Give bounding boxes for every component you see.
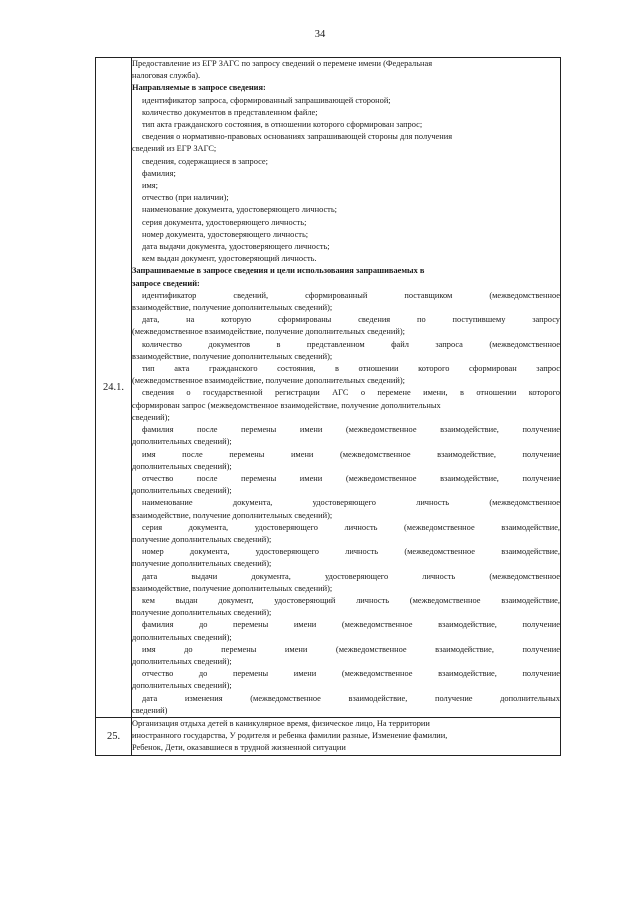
- response-field-text: сформирован запрос (межведомственное взаимодействие, получение дополнительных: [132, 400, 441, 410]
- row-number: 25.: [106, 730, 121, 742]
- response-field-text: дата выдачи документа, удостоверяющего личность (межведомственное: [142, 571, 560, 581]
- request-field-item: номер документа, удостоверяющего личность;: [142, 229, 309, 239]
- response-field-text: получение дополнительных сведений);: [132, 559, 272, 569]
- service-description: [132, 58, 560, 82]
- response-field-text: дополнительных сведений);: [132, 681, 232, 691]
- response-field-text: дополнительных сведений);: [132, 632, 232, 642]
- response-field-text: номер документа, удостоверяющего личность (межведомственное взаимодействие,: [142, 547, 560, 557]
- service-description-line: Предоставление из ЕГР ЗАГС по запросу сведений о перемене имени (Федеральная: [132, 59, 433, 68]
- request-field-item: сведения, содержащиеся в запросе;: [142, 156, 268, 166]
- response-field-text: тип акта гражданского состояния, в отношении которого сформирован запрос: [142, 364, 560, 374]
- response-field-text: фамилия после перемены имени (межведомственное взаимодействие, получение: [142, 425, 560, 435]
- response-field-text: сведения о государственной регистрации АГС о перемене имени, в отношении которого: [142, 388, 560, 398]
- request-fields-list: [132, 95, 560, 266]
- row-number-cell: [96, 58, 132, 718]
- response-field-item: [132, 644, 560, 668]
- request-field-item: фамилия;: [142, 168, 176, 178]
- response-field-item: [132, 497, 560, 521]
- response-field-text: отчество после перемены имени (межведомственное взаимодействие, получение: [142, 473, 560, 483]
- response-field-text: имя до перемены имени (межведомственное взаимодействие, получение: [142, 644, 560, 654]
- response-field-text: кем выдан документ, удостоверяющий личность (межведомственное взаимодействие,: [142, 595, 560, 605]
- response-section-heading: Запрашиваемые в запросе сведения и цели использования запрашиваемых в: [132, 266, 425, 276]
- response-field-item: [132, 449, 560, 473]
- response-field-text: фамилия до перемены имени (межведомственное взаимодействие, получение: [142, 620, 560, 630]
- response-field-item: [132, 546, 560, 570]
- request-field-item: наименование документа, удостоверяющего личность;: [142, 205, 337, 215]
- response-field-item: [132, 522, 560, 546]
- response-field-item: [132, 693, 560, 717]
- response-field-item: [132, 668, 560, 692]
- response-field-text: взаимодействие, получение дополнительных сведений);: [132, 510, 333, 520]
- response-field-text: дата изменения (межведомственное взаимодействие, получение дополнительных: [142, 693, 560, 703]
- response-field-text: отчество до перемены имени (межведомственное взаимодействие, получение: [142, 669, 560, 679]
- request-field-item: сведения о нормативно-правовых основаниях запрашивающей стороны для получения: [142, 132, 453, 142]
- response-field-text: взаимодействие, получение дополнительных сведений);: [132, 583, 333, 593]
- response-section-heading: запросе сведений:: [132, 278, 200, 288]
- response-field-text: сведений);: [132, 412, 170, 422]
- service-description-line: налоговая служба).: [132, 71, 201, 81]
- request-field-item: дата выдачи документа, удостоверяющего личность;: [142, 242, 330, 252]
- response-field-text: (межведомственное взаимодействие, получение дополнительных сведений);: [132, 376, 405, 386]
- response-field-item: [132, 387, 560, 424]
- response-field-text: дополнительных сведений);: [132, 656, 232, 666]
- response-field-text: идентификатор сведений, сформированный поставщиком (межведомственное: [142, 290, 560, 300]
- page-number: 34: [314, 29, 326, 40]
- response-field-item: [132, 314, 560, 338]
- request-field-item: тип акта гражданского состояния, в отношении которого сформирован запрос;: [142, 120, 423, 130]
- response-field-text: дата, на которую сформированы сведения по поступившему запросу: [142, 315, 560, 325]
- request-section-heading: Направляемые в запросе сведения:: [132, 83, 266, 93]
- response-field-text: взаимодействие, получение дополнительных сведений);: [132, 351, 333, 361]
- response-field-item: [132, 473, 560, 497]
- response-fields-list: [132, 290, 560, 717]
- row-number-cell: [96, 717, 132, 755]
- request-field-item: кем выдан документ, удостоверяющий личность.: [142, 254, 317, 264]
- response-field-item: [132, 595, 560, 619]
- table-row-25: [96, 717, 561, 755]
- request-field-item: количество документов в представленном файле;: [142, 107, 318, 117]
- keywords-line: Ребенок, Дети, оказавшиеся в трудной жизненной ситуации: [132, 743, 346, 753]
- response-field-item: [132, 619, 560, 643]
- response-field-text: количество документов в представленном файл запроса (межведомственное: [142, 339, 560, 349]
- response-field-item: [132, 363, 560, 387]
- row-number: 24.1.: [103, 381, 124, 393]
- response-field-item: [132, 339, 560, 363]
- response-field-text: получение дополнительных сведений);: [132, 534, 272, 544]
- response-field-item: [132, 571, 560, 595]
- keywords-line: Организация отдыха детей в каникулярное время, физическое лицо, На территории: [132, 718, 430, 728]
- response-field-text: (межведомственное взаимодействие, получение дополнительных сведений);: [132, 327, 405, 337]
- response-field-text: дополнительных сведений);: [132, 486, 232, 496]
- response-field-item: [132, 290, 560, 314]
- request-field-item: имя;: [142, 181, 158, 191]
- response-field-text: получение дополнительных сведений);: [132, 608, 272, 618]
- response-field-text: дополнительных сведений);: [132, 437, 232, 447]
- row-content-24-1: [132, 58, 561, 718]
- response-field-item: [132, 424, 560, 448]
- response-field-text: дополнительных сведений);: [132, 461, 232, 471]
- response-field-text: сведений): [132, 705, 168, 715]
- keywords-line: иностранного государства, У родителя и ребенка фамилии разные, Изменение фамилии,: [132, 731, 448, 741]
- request-field-item: идентификатор запроса, сформированный запрашивающей стороной;: [142, 95, 391, 105]
- response-field-text: имя после перемены имени (межведомственное взаимодействие, получение: [142, 449, 560, 459]
- request-field-item: серия документа, удостоверяющего личность;: [142, 217, 307, 227]
- response-field-text: серия документа, удостоверяющего личность (межведомственное взаимодействие,: [142, 522, 560, 532]
- services-table: [95, 57, 561, 756]
- response-field-text: наименование документа, удостоверяющего личность (межведомственное: [142, 498, 560, 508]
- response-field-text: взаимодействие, получение дополнительных сведений);: [132, 303, 333, 313]
- table-row-24-1: [96, 58, 561, 718]
- request-field-item: сведений из ЕГР ЗАГС;: [132, 144, 217, 154]
- request-field-item: отчество (при наличии);: [142, 193, 229, 203]
- row-content-25: [132, 717, 561, 755]
